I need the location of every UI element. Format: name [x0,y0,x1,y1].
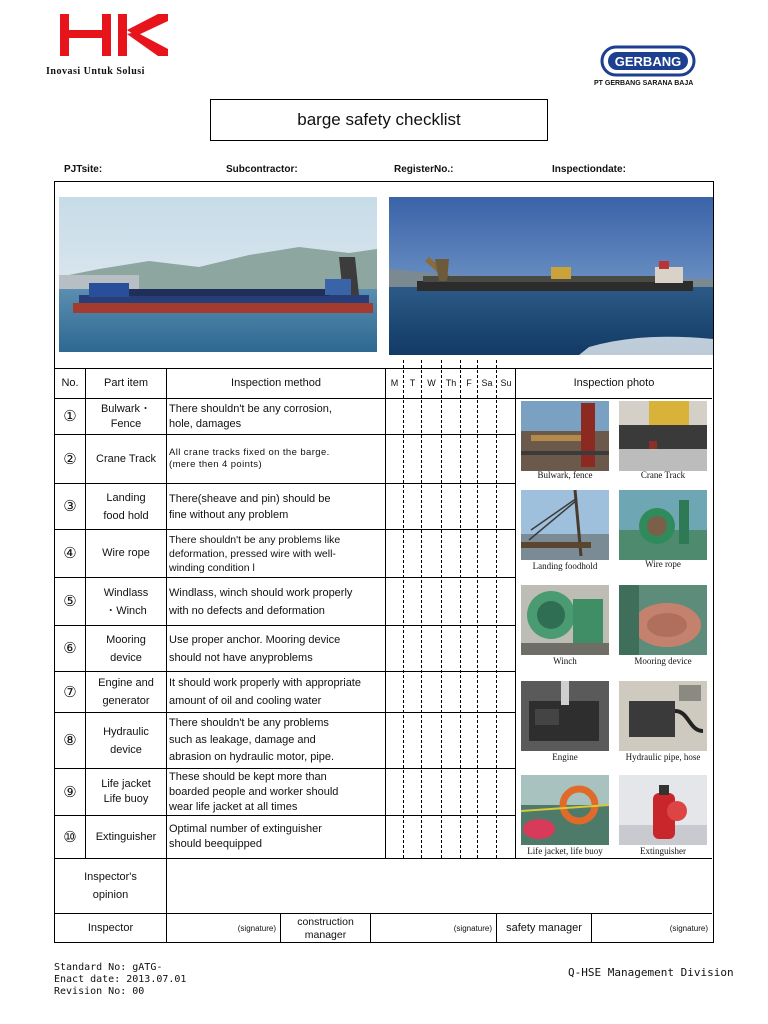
register-no-label: RegisterNo.: [394,164,454,175]
col-part-item: Part item [103,377,148,389]
safety-manager-label: safety manager [506,922,582,934]
row-part: Windlass ・Winch [103,586,149,617]
row-method: All crane tracks fixed on the barge. (mere then 4 points) [169,447,330,470]
row-number: ⑥ [63,640,77,657]
col-day-f: F [466,378,472,388]
col-day-w: W [427,378,436,388]
col-day-m: M [390,378,399,388]
row-part: Extinguisher [95,830,157,843]
col-day-sa: Sa [481,378,493,388]
photo-caption: Engine [552,752,578,762]
row-part: Engine and generator [98,677,154,707]
row-method: Use proper anchor. Mooring device should not have anyproblems [169,633,341,664]
document-control-info [54,962,186,998]
inspector-signature-field[interactable]: (signature) [237,924,276,933]
col-day-su: Su [500,378,512,388]
revision-no: Revision No: 00 [54,986,145,997]
photo-life-jacket [521,775,609,845]
row-method: Windlass, winch should work properly with no defects and deformation [169,586,353,617]
row-part: Mooring device [106,633,146,664]
photo-landing-foodhold [521,490,609,560]
col-no: No. [61,377,79,389]
row-method: There shouldn't be any problems such as leakage, damage and abrasion on hydraulic motor, pipe. [169,717,335,763]
row-method: It should work properly with appropriate amount of oil and cooling water [169,677,361,707]
construction-manager-signature-field[interactable]: (signature) [453,924,492,933]
svg-text:GERBANG: GERBANG [614,54,682,69]
inspector-label: Inspector [87,922,134,934]
col-inspection-photo: Inspection photo [573,377,655,389]
row-number: ④ [63,545,77,562]
row-part: Life jacket Life buoy [101,778,151,805]
company-tagline: Inovasi Untuk Solusi [46,66,145,77]
row-part: Hydraulic device [103,725,149,756]
site-label: PJTsite: [64,164,103,175]
photo-wire-rope [619,490,707,560]
row-number: ⑤ [63,593,77,610]
row-method: There shouldn't be any corrosion, hole, damages [169,402,332,430]
photo-caption: Landing foodhold [532,561,598,571]
row-part: Landing food hold [103,491,149,522]
photo-bulwark-fence [521,401,609,471]
row-part: Wire rope [102,547,150,559]
enact-date: Enact date: 2013.07.01 [54,974,187,985]
row-method: These should be kept more than boarded people and worker should wear life jacket at all times [169,770,339,813]
photo-extinguisher [619,775,707,845]
row-number: ⑧ [63,732,77,749]
col-day-t: T [409,378,416,388]
document-title: barge safety checklist [210,99,548,141]
row-method: There(sheave and pin) should be fine without any problem [169,492,331,521]
subcontractor-label: Subcontractor: [226,164,298,175]
photo-hydraulic-pipe [619,681,707,751]
hk-logo [58,12,168,60]
inspector-opinion-label: Inspector's opinion [84,871,137,901]
photo-caption: Wire rope [645,559,681,569]
col-inspection-method: Inspection method [231,377,321,389]
photo-caption: Crane Track [640,470,686,480]
photo-caption: Bulwark, fence [537,470,593,480]
gerbang-logo [600,44,696,78]
inspection-date-label: Inspectiondate: [552,164,626,175]
photo-winch [521,585,609,655]
photo-caption: Hydraulic pipe, hose [625,752,701,762]
photo-caption: Life jacket, life buoy [527,846,603,856]
photo-engine [521,681,609,751]
photo-caption: Winch [553,656,577,666]
division-name: Q-HSE Management Division [568,966,734,979]
col-day-th: Th [445,378,457,388]
row-number: ① [63,408,77,425]
row-number: ⑦ [63,683,77,701]
photo-crane-track [619,401,707,471]
standard-no: Standard No: gATG- [54,962,163,973]
row-part: Bulwark・ Fence [100,402,152,430]
barge-photo-right [389,197,713,355]
barge-photo-left [59,197,377,352]
row-number: ③ [63,498,77,515]
inspector-opinion-field[interactable] [167,859,712,913]
safety-manager-signature-field[interactable]: (signature) [669,924,708,933]
checklist-table [54,181,714,943]
row-number: ⑩ [63,828,77,846]
photo-caption: Extinguisher [640,846,686,856]
row-number: ⑨ [63,783,77,801]
construction-manager-label: construction manager [297,915,354,941]
photo-mooring-device [619,585,707,655]
partner-name: PT GERBANG SARANA BAJA [594,80,694,87]
row-method: Optimal number of extinguisher should beequipped [169,823,322,850]
row-number: ② [63,450,77,468]
row-part: Crane Track [96,452,156,465]
row-method: There shouldn't be any problems like deformation, pressed wire with well- winding condition l [169,533,341,574]
photo-caption: Mooring device [634,656,692,666]
